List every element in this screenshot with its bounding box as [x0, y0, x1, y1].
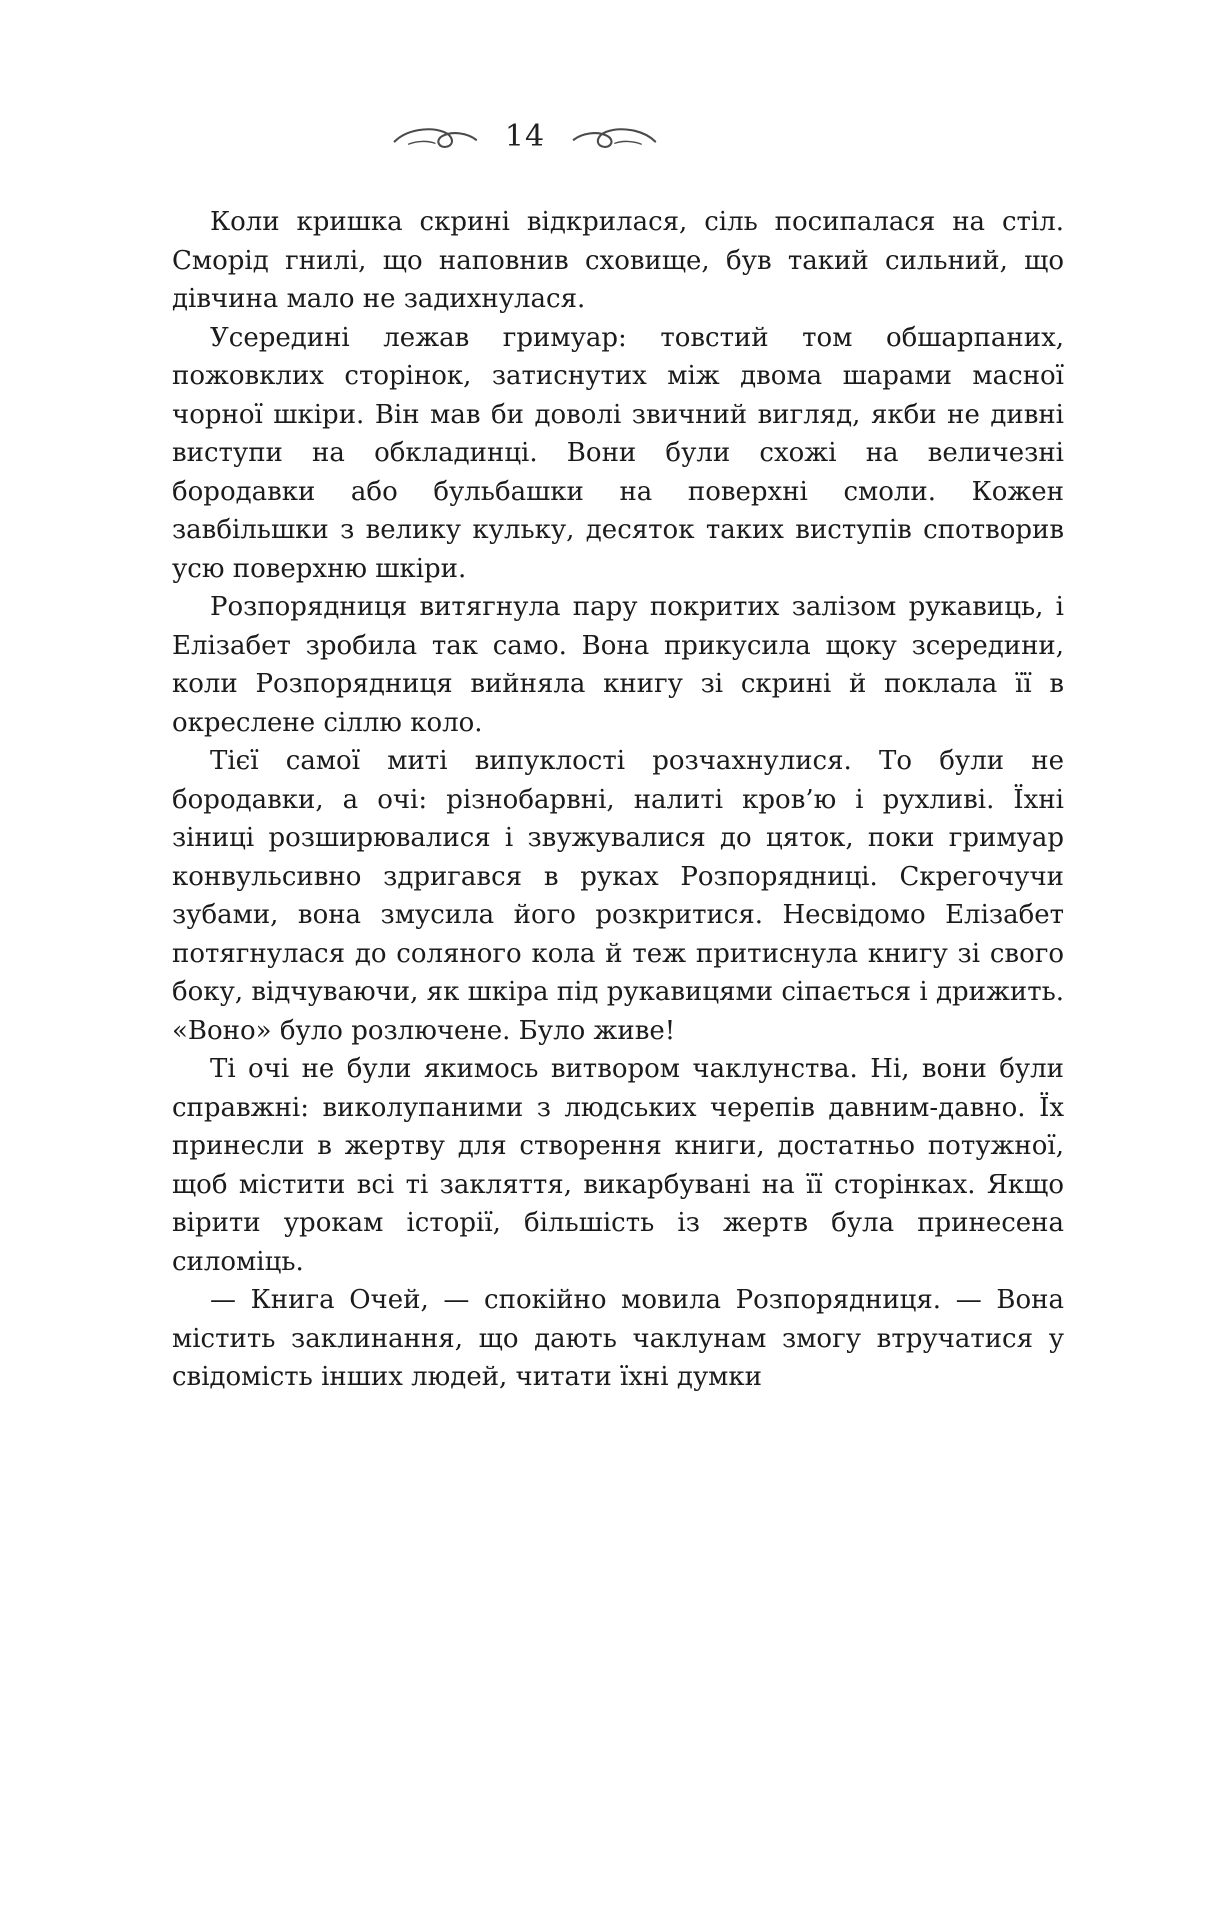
paragraph: Ті очі не були якимось витвором чаклунства. Ні, вони були справжні: виколупаними з людських черепів давним-давно. Їх принесли в жертву для створення книги, достатньо потужної, щоб містити всі ті закляття, викарбувані на її сторінках. Якщо вірити урокам історії, більшість із жертв була принесена силоміць. [172, 1054, 1064, 1277]
paragraph: Тієї самої миті випуклості розчахнулися. То були не бородавки, а очі: різнобарвні, налиті кров’ю і рухливі. Їхні зіниці розширювалися і звужувалися до цяток, поки гримуар конвульсивно здригався в руках Розпорядниці. Скрегочучи зубами, вона змусила його розкритися. Несвідомо Елізабет потягнулася до соляного кола й теж притиснула книгу зі свого боку, відчуваючи, як шкіра під рукавицями сіпається і дрижить. «Воно» було розлючене. Було живе! [172, 746, 1064, 1046]
page-number: 14 [504, 119, 546, 154]
paragraph: Усередині лежав гримуар: товстий том обшарпаних, пожовклих сторінок, затиснутих між двома шарами масної чорної шкіри. Він мав би доволі звичний вигляд, якби не дивні виступи на обкладинці. Вони були схожі на величезні бородавки або бульбашки на поверхні смоли. Кожен завбільшки з велику кульку, десяток таких виступів спотворив усю поверхню шкіри. [172, 322, 1064, 584]
page-text [172, 203, 1064, 1397]
paragraph: Розпорядниця витягнула пару покритих залізом рукавиць, і Елізабет зробила так само. Вона прикусила щоку зсередини, коли Розпорядниця вийняла книгу зі скрині й поклала її в окреслене сіллю коло. [172, 592, 1064, 738]
paragraph: — Книга Очей, — спокійно мовила Розпорядниця. — Вона містить заклинання, що дають чаклунам змогу втручатися у свідомість інших людей, читати їхні думки [172, 1285, 1064, 1392]
flourish-left-icon [391, 124, 479, 152]
page-header [391, 119, 659, 154]
flourish-right-icon [571, 124, 659, 152]
paragraph: Коли кришка скрині відкрилася, сіль посипалася на стіл. Сморід гнилі, що наповнив сховище, був такий сильний, що дівчина мало не задихнулася. [172, 207, 1064, 314]
